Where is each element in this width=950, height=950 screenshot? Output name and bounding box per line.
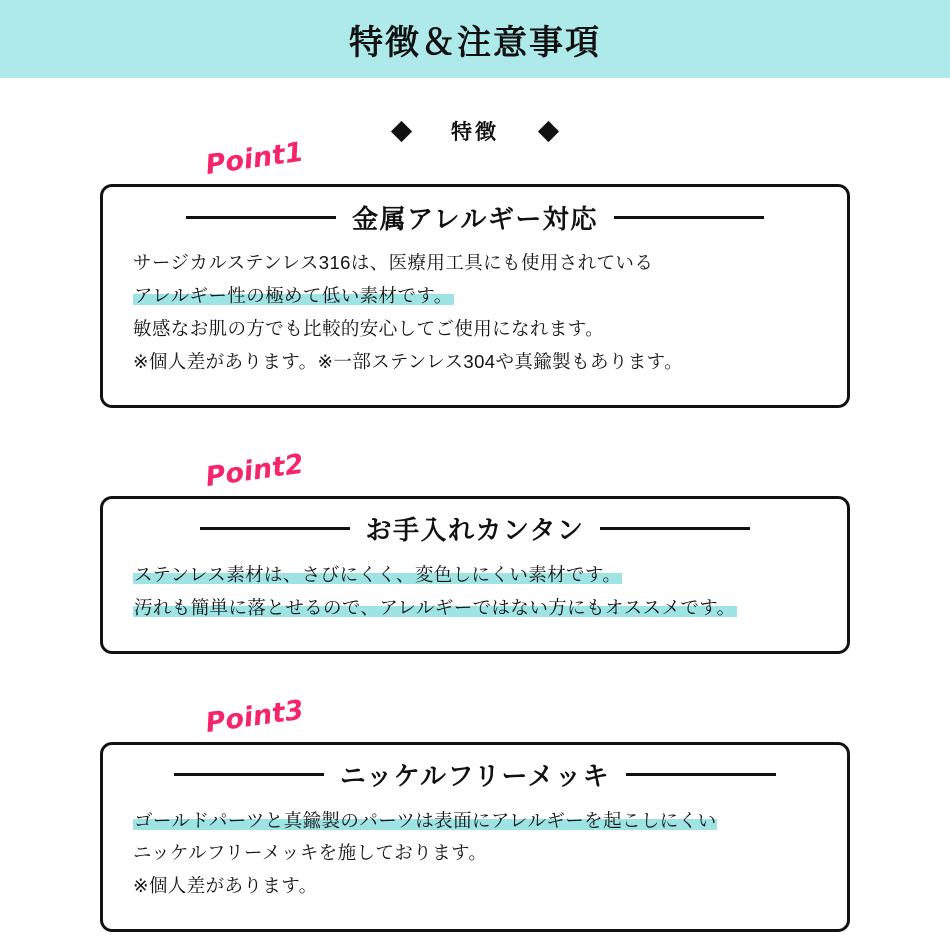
body-line-text: サージカルステンレス316は、医療用工具にも使用されている (133, 252, 654, 273)
diamond-icon-right (538, 120, 559, 141)
card-title-row-1 (103, 187, 847, 247)
body-line-text-highlighted: 汚れも簡単に落とせるので、アレルギーではない方にもオススメです。 (134, 596, 736, 618)
point-title-3: ニッケルフリーメッキ (339, 761, 611, 792)
point-card-3 (100, 742, 850, 933)
header-band (0, 0, 950, 78)
point-block-3 (100, 694, 850, 933)
title-rule-left-1 (186, 216, 336, 219)
point-block-1 (100, 136, 850, 408)
diamond-icon-left (391, 120, 412, 141)
point-badge-1: Point1 (203, 136, 306, 181)
title-rule-right-2 (600, 527, 750, 530)
body-line-text-highlighted: アレルギー性の極めて低い素材です。 (134, 284, 453, 306)
body-line (133, 592, 817, 625)
body-line-text-highlighted: ステンレス素材は、さびにくく、変色しにくい素材です。 (134, 563, 622, 585)
card-title-row-2 (103, 499, 847, 559)
body-line-text: ニッケルフリーメッキを施しております。 (133, 842, 488, 864)
point-body-1 (103, 247, 847, 379)
point-title-2: お手入れカンタン (365, 515, 585, 546)
body-line-text: ※個人差があります。 (133, 875, 318, 897)
point-card-1 (100, 184, 850, 408)
body-line (133, 805, 817, 838)
body-line-text: ※個人差があります。※一部ステンレス304や真鍮製もあります。 (133, 350, 683, 372)
body-line (133, 247, 817, 280)
title-rule-right-3 (626, 773, 776, 776)
point-title-1: 金属アレルギー対応 (352, 203, 598, 234)
body-line (133, 870, 817, 903)
body-line (133, 280, 817, 313)
body-line (133, 313, 817, 346)
point-badge-3: Point3 (203, 694, 306, 739)
body-line (133, 346, 817, 379)
section-heading-label: 特徴 (451, 121, 499, 144)
title-rule-right-1 (614, 216, 764, 219)
point-body-3 (103, 805, 847, 904)
point-body-2 (103, 559, 847, 625)
section-heading (0, 116, 950, 146)
title-rule-left-2 (200, 527, 350, 530)
title-rule-left-3 (174, 773, 324, 776)
card-title-row-3 (103, 745, 847, 805)
page-title: 特徴＆注意事項 (349, 23, 601, 62)
body-line-text-highlighted: ゴールドパーツと真鍮製のパーツは表面にアレルギーを起こしにくい (134, 809, 717, 831)
body-line (133, 837, 817, 870)
point-badge-2: Point2 (203, 448, 306, 493)
body-line-text: 敏感なお肌の方でも比較的安心してご使用になれます。 (133, 317, 605, 339)
point-card-2 (100, 496, 850, 654)
point-block-2 (100, 448, 850, 654)
body-line (133, 559, 817, 592)
